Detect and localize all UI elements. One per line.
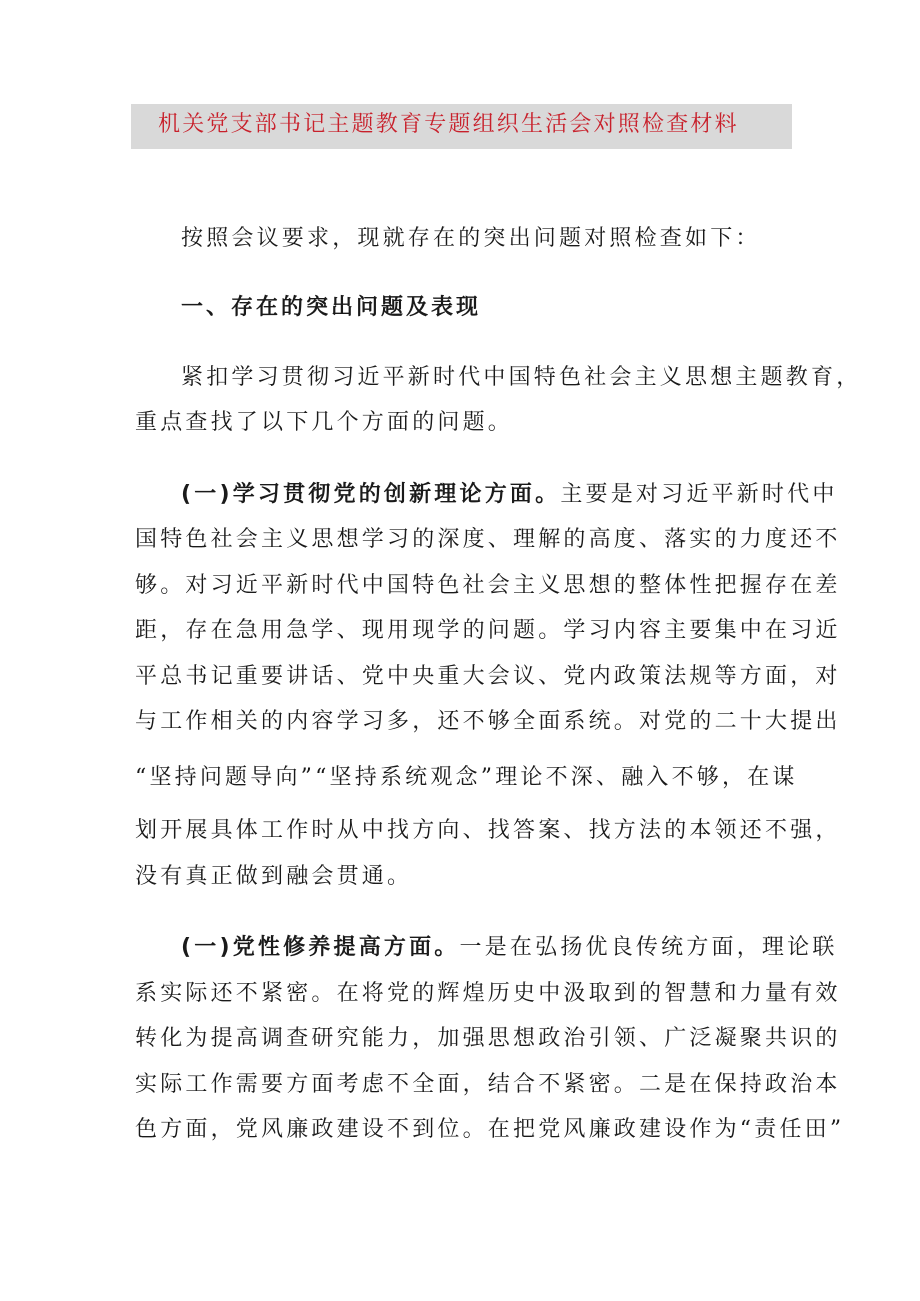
paragraph-line: 实际工作需要方面考虑不全面，结合不紧密。二是在保持政治本 bbox=[135, 1072, 841, 1097]
paragraph-line: 够。对习近平新时代中国特色社会主义思想的整体性把握存在差 bbox=[135, 573, 841, 598]
paragraph-line: 平总书记重要讲话、党中央重大会议、党内政策法规等方面，对 bbox=[135, 664, 841, 689]
subsection-text: 一是在弘扬优良传统方面，理论联 bbox=[459, 935, 838, 960]
paragraph-line: 与工作相关的内容学习多，还不够全面系统。对党的二十大提出 bbox=[135, 709, 841, 734]
document-title: 机关党支部书记主题教育专题组织生活会对照检查材料 bbox=[158, 112, 739, 137]
paragraph-line: 划开展具体工作时从中找方向、找答案、找方法的本领还不强， bbox=[135, 818, 841, 843]
subsection-lead: (一)党性修养提高方面。 bbox=[181, 935, 460, 960]
paragraph-line: 距，存在急用急学、现用现学的问题。学习内容主要集中在习近 bbox=[135, 618, 841, 643]
paragraph-line: 色方面，党风廉政建设不到位。在把党风廉政建设作为“责任田” bbox=[135, 1117, 845, 1142]
paragraph-line: 系实际还不紧密。在将党的辉煌历史中汲取到的智慧和力量有效 bbox=[135, 981, 841, 1006]
paragraph-line: 紧扣学习贯彻习近平新时代中国特色社会主义思想主题教育， bbox=[181, 365, 862, 390]
paragraph-line: 转化为提高调查研究能力，加强思想政治引领、广泛凝聚共识的 bbox=[135, 1026, 841, 1051]
section-heading: 一、存在的突出问题及表现 bbox=[181, 295, 482, 320]
subsection-text: 主要是对习近平新时代中 bbox=[560, 482, 838, 507]
subsection-first-line bbox=[181, 933, 838, 963]
subsection-lead: (一)学习贯彻党的创新理论方面。 bbox=[181, 482, 561, 507]
paragraph-line: 国特色社会主义思想学习的深度、理解的高度、落实的力度还不 bbox=[135, 527, 841, 552]
intro-paragraph: 按照会议要求，现就存在的突出问题对照检查如下： bbox=[181, 226, 761, 251]
paragraph-line: 没有真正做到融会贯通。 bbox=[135, 864, 413, 889]
subsection-first-line bbox=[181, 480, 838, 510]
paragraph-line: “坚持问题导向”“坚持系统观念”理论不深、融入不够，在谋 bbox=[135, 765, 798, 790]
paragraph-line: 重点查找了以下几个方面的问题。 bbox=[135, 410, 514, 435]
